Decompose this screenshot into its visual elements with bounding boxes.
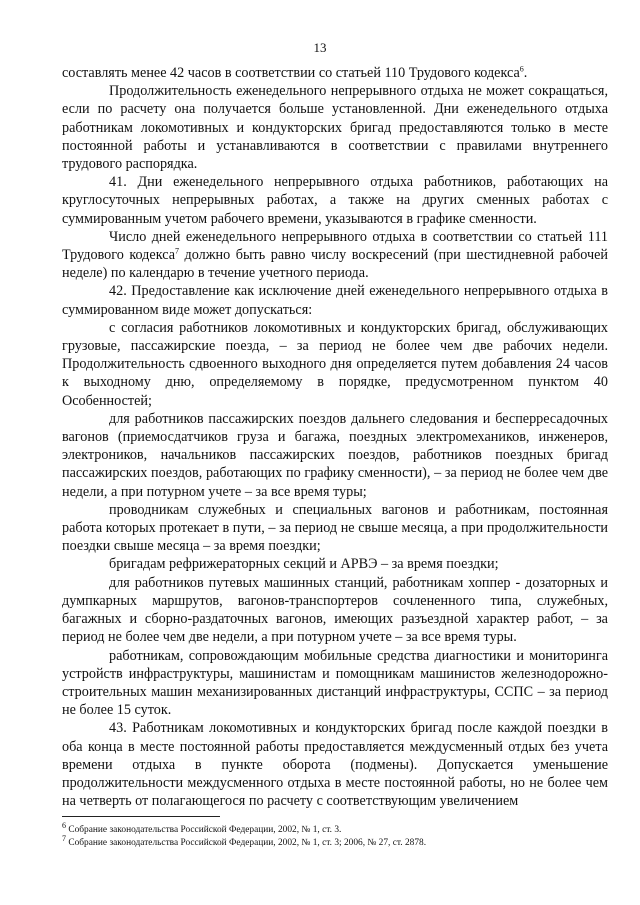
paragraph-text: бригадам рефрижераторных секций и АРВЭ – за время поездки; — [109, 556, 499, 573]
paragraph — [62, 82, 608, 173]
paragraph-text-tail: . — [523, 65, 528, 81]
footnote-text: Собрание законодательства Российской Федерации, 2002, № 1, ст. 3. — [66, 825, 342, 835]
paragraph — [62, 719, 608, 810]
paragraph — [62, 282, 608, 318]
page-number: 13 — [313, 40, 327, 55]
footnote-mark: 6 — [62, 820, 66, 830]
paragraph-text: проводникам служебных и специальных вагонов и работникам, постоянная работа которых протекает в пути, – за период не свыше месяца, а при продолжительности поездки свыше месяца – за время поездки; — [62, 501, 608, 555]
paragraph — [62, 64, 608, 82]
paragraph-text: 42. Предоставление как исключение дней еженедельного непрерывного отдыха в суммированном виде может допускаться: — [62, 283, 608, 318]
paragraph-text: Число дней еженедельного непрерывного отдыха в соответствии со статьей 111 Трудового кодекса — [62, 228, 608, 264]
footnote — [62, 820, 608, 837]
paragraph-text-tail: должно быть равно числу воскресений (при шестидневной рабочей неделе) по календарю в течение учетного периода. — [62, 247, 608, 282]
paragraph — [62, 647, 608, 720]
paragraph-text: для работников пассажирских поездов дальнего следования и бесперресадочных вагонов (приемосдатчиков груза и багажа, поездных электромехаников, инженеров, электроников, начальников пассажирских поездов, работников поездных бригад пассажирских поездов, работающих по графику сменности), – за период не более чем две недели, а при потурном учете – за все время туры; — [62, 410, 608, 500]
paragraph-text: для работников путевых машинных станций, работникам хоппер - дозаторных и думпкарных маршрутов, вагонов-транспортеров сочлененного типа, служебных, багажных и сборно-раздаточных вагонов, имеющих разъездной характер работ, – за период не более чем две недели, а при потурном учете – за все время туры. — [62, 574, 608, 646]
paragraph-text: работникам, сопровождающим мобильные средства диагностики и мониторинга устройств инфраструктуры, машинистам и помощникам машинистов железнодорожно-строительных машин механизированных дистанций инфраструктуры, ССПС – за период не более 15 суток. — [62, 647, 608, 719]
footnotes — [62, 820, 608, 850]
paragraph-text: 41. Дни еженедельного непрерывного отдыха работников, работающих на круглосуточных непрерывных работах, а также на других сменных работах с суммированным учетом рабочего времени, указываются в графике сменности. — [62, 174, 608, 227]
paragraph-text: составлять менее 42 часов в соответствии со статьей 110 Трудового кодекса — [62, 65, 520, 81]
paragraph — [62, 173, 608, 228]
body-text — [62, 64, 608, 810]
footnote-reference: 7 — [175, 246, 180, 256]
paragraph — [62, 410, 608, 501]
footnote-mark: 7 — [62, 833, 66, 843]
paragraph — [62, 555, 608, 573]
footnote-reference: 6 — [519, 64, 524, 74]
paragraph-text: с согласия работников локомотивных и кондукторских бригад, обслуживающих грузовые, пассажирские поезда, – за период не более чем две рабочих недели. Продолжительность сдвоенного выходного дня определяется путем добавления 24 часов к выходному дню, определяемому в порядке, предусмотренном пунктом 40 Особенностей; — [62, 319, 608, 409]
paragraph — [62, 319, 608, 410]
footnote-separator — [62, 816, 220, 817]
paragraph-text: Продолжительность еженедельного непрерывного отдыха не может сокращаться, если по расчету она получается больше установленной. Дни еженедельного отдыха работникам локомотивных и кондукторских бригад предоставляются только в месте постоянной работы и устанавливаются в соответствии с правилами внутреннего трудового распорядка. — [62, 83, 608, 173]
paragraph-text: 43. Работникам локомотивных и кондукторских бригад после каждой поездки в оба конца в месте постоянной работы предоставляется междусменный отдых без учета времени отдыха в пункте оборота (подмены). Допускается уменьшение продолжительности междусменного отдыха в месте постоянной работы, но не более чем на четверть от полагающегося по расчету с соответствующим увеличением — [62, 720, 608, 810]
paragraph — [62, 228, 608, 283]
footnote — [62, 833, 608, 850]
footnote-text: Собрание законодательства Российской Федерации, 2002, № 1, ст. 3; 2006, № 27, ст. 2878. — [66, 838, 427, 848]
paragraph — [62, 501, 608, 556]
paragraph — [62, 574, 608, 647]
